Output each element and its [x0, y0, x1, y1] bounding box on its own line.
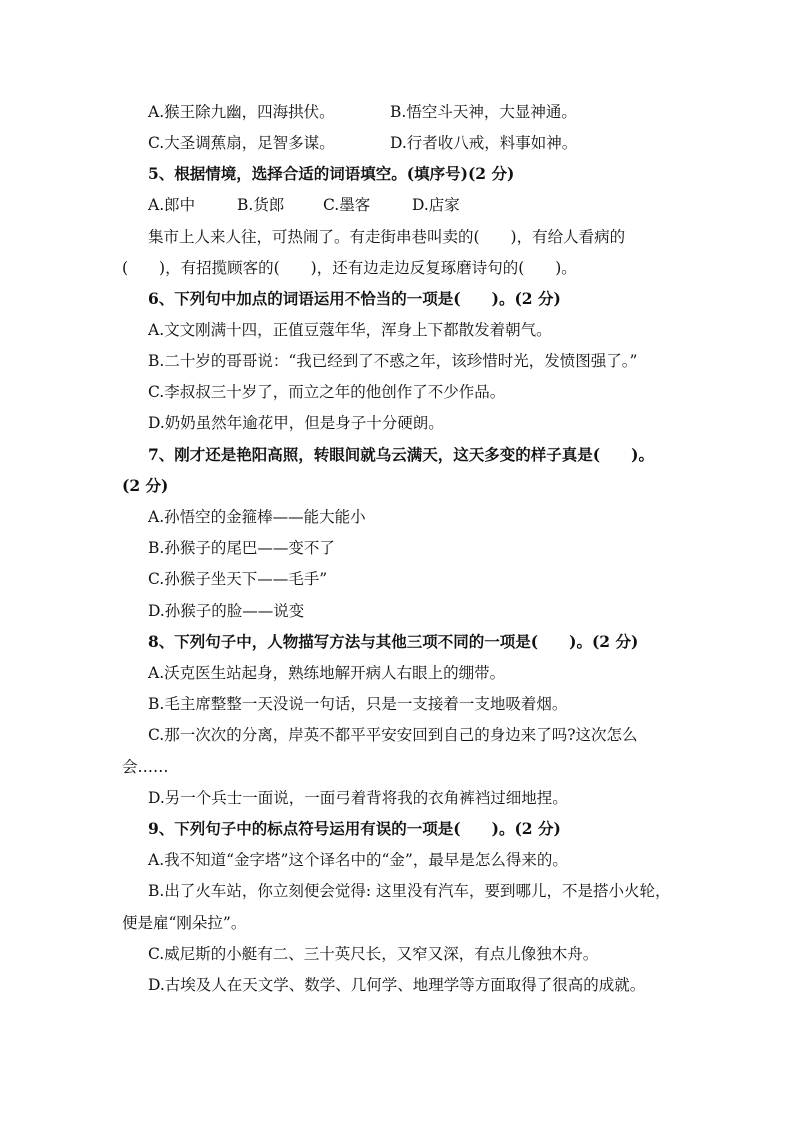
q8-option-c-line-1: C.那一次次的分离，岸英不都平平安安回到自己的身边来了吗?这次怎么 — [148, 726, 638, 744]
q6-option-a: A.文文刚满十四，正值豆蔻年华，浑身上下都散发着朝气。 — [148, 321, 552, 339]
q7-option-a: A.孙悟空的金箍棒——能大能小 — [148, 508, 366, 526]
q4-option-c: C.大圣调蕉扇，足智多谋。 — [148, 134, 335, 152]
q8-option-d: D.另一个兵士一面说，一面弓着背将我的衣角裤裆过细地捏。 — [148, 789, 568, 807]
q4-option-d: D.行者收八戒，料事如神。 — [390, 134, 578, 152]
q4-options-row-1 — [148, 97, 794, 127]
q9-option-d: D.古埃及人在天文学、数学、几何学、地理学等方面取得了很高的成就。 — [148, 976, 646, 994]
q6-option-d: D.奶奶虽然年逾花甲，但是身子十分硬朗。 — [148, 414, 444, 432]
q6-option-b: B.二十岁的哥哥说：“我已经到了不惑之年，该珍惜时光，发愤图强了。” — [148, 352, 638, 370]
q8-option-b: B.毛主席整整一天没说一句话，只是一支接着一支地吸着烟。 — [148, 695, 568, 713]
q7-option-b: B.孙猴子的尾巴——变不了 — [148, 539, 335, 557]
q4-option-a: A.猴王除九幽，四海拱伏。 — [148, 103, 335, 121]
q5-word-d: D.店家 — [412, 196, 460, 214]
q6-stem: 6、下列句中加点的词语运用不恰当的一项是( )。(2 分) — [148, 289, 561, 308]
q5-word-options — [148, 190, 794, 220]
q8-stem: 8、下列句子中，人物描写方法与其他三项不同的一项是( )。(2 分) — [148, 632, 639, 651]
q4-options-row-2 — [148, 128, 794, 158]
q5-passage-line-1: 集市上人来人往，可热闹了。有走街串巷叫卖的( )，有给人看病的 — [148, 228, 626, 246]
q9-stem: 9、下列句子中的标点符号运用有误的一项是( )。(2 分) — [148, 819, 561, 838]
q9-option-b-line-2: 便是雇“刚朵拉”。 — [122, 914, 247, 932]
q5-word-b: B.货郎 — [237, 196, 285, 214]
q9-option-c: C.威尼斯的小艇有二、三十英尺长，又窄又深，有点儿像独木舟。 — [148, 945, 599, 963]
q5-passage-line-2: ( )，有招揽顾客的( )，还有边走边反复琢磨诗句的( )。 — [122, 259, 577, 277]
q9-option-a: A.我不知道“金字塔”这个译名中的“金”，最早是怎么得来的。 — [148, 851, 568, 869]
q8-option-c-line-2: 会…… — [122, 758, 169, 776]
q7-option-d: D.孙猴子的脸——说变 — [148, 602, 305, 620]
q5-word-a: A.郎中 — [148, 196, 196, 214]
q7-stem-line-1: 7、刚才还是艳阳高照，转眼间就乌云满天，这天多变的样子真是( )。 — [148, 445, 654, 464]
q5-stem: 5、根据情境，选择合适的词语填空。(填序号)(2 分) — [148, 164, 515, 183]
q4-option-b: B.悟空斗天神，大显神通。 — [390, 103, 577, 121]
q6-option-c: C.李叔叔三十岁了，而立之年的他创作了不少作品。 — [148, 383, 506, 401]
q8-option-a: A.沃克医生站起身，熟练地解开病人右眼上的绷带。 — [148, 664, 506, 682]
q7-stem-line-2: (2 分) — [122, 476, 169, 495]
q7-option-c: C.孙猴子坐天下——毛手” — [148, 570, 328, 588]
q5-word-c: C.墨客 — [323, 196, 371, 214]
q9-option-b-line-1: B.出了火车站，你立刻便会觉得: 这里没有汽车，要到哪儿，不是搭小火轮， — [148, 882, 671, 900]
